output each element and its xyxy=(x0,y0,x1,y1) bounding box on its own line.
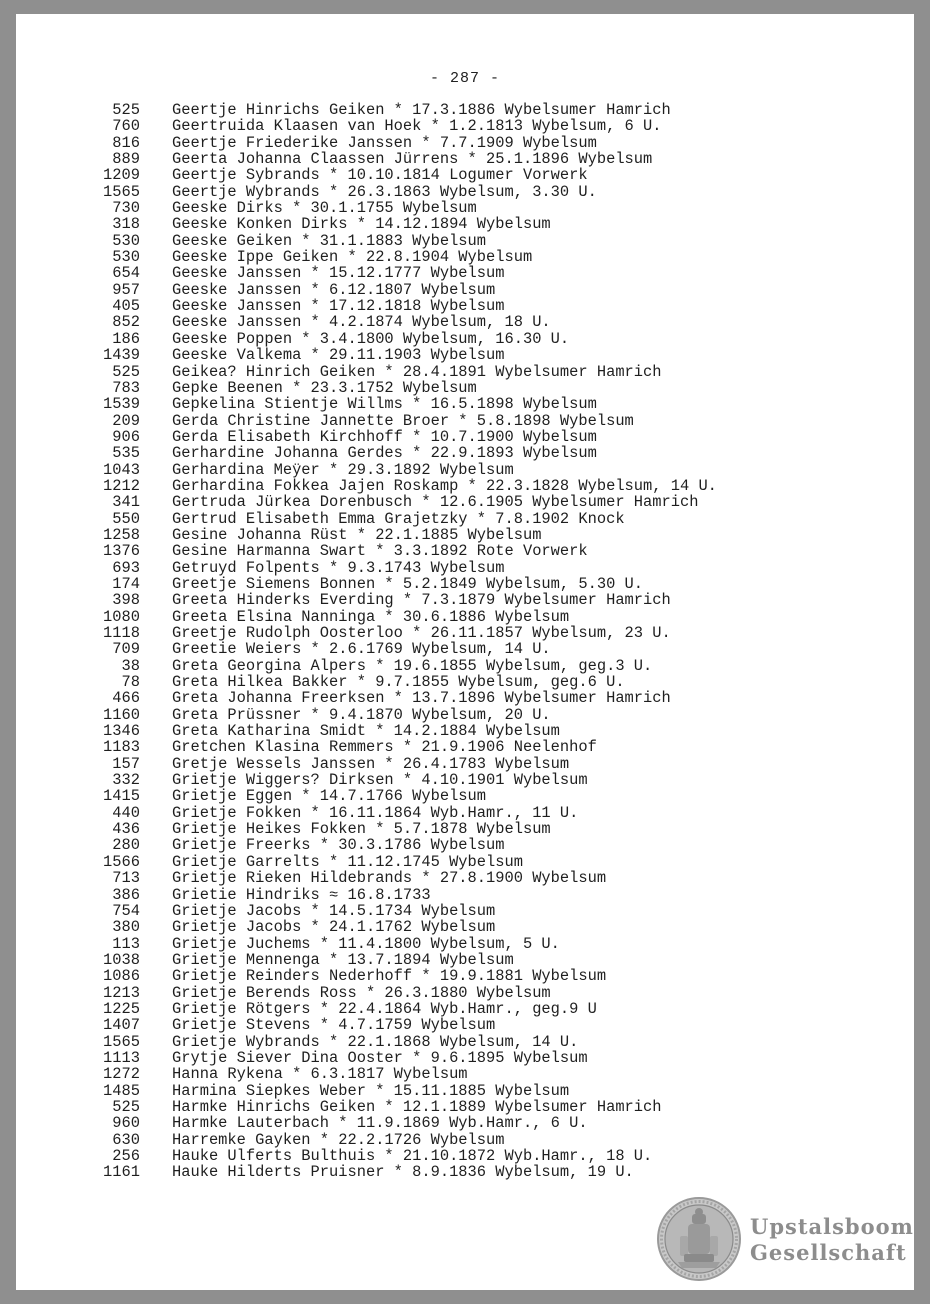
entry-text: Gesine Harmanna Swart * 3.3.1892 Rote Vorwerk xyxy=(172,542,588,561)
entry-text: Greetje Siemens Bonnen * 5.2.1849 Wybelsum, 5.30 U. xyxy=(172,574,644,593)
entry-row xyxy=(16,347,914,363)
entry-text: Grietje Stevens * 4.7.1759 Wybelsum xyxy=(172,1016,496,1035)
entry-number: 783 xyxy=(112,378,140,397)
entry-number: 713 xyxy=(112,869,140,888)
entry-row xyxy=(16,1132,914,1148)
entry-row xyxy=(16,216,914,232)
entry-text: Greetie Weiers * 2.6.1769 Wybelsum, 14 U. xyxy=(172,640,551,659)
entry-number: 332 xyxy=(112,771,140,790)
entry-number: 1038 xyxy=(103,950,140,969)
entry-text: Geertje Hinrichs Geiken * 17.3.1886 Wybelsumer Hamrich xyxy=(172,101,671,119)
entry-text: Grietje Eggen * 14.7.1766 Wybelsum xyxy=(172,787,487,806)
entry-number: 38 xyxy=(121,656,140,675)
logo-line-1: Upstalsboom xyxy=(750,1214,914,1239)
entry-row xyxy=(16,887,914,903)
entry-number: 525 xyxy=(112,362,140,381)
entry-text: Harremke Gayken * 22.2.1726 Wybelsum xyxy=(172,1130,505,1149)
entry-number: 78 xyxy=(121,673,140,692)
entry-text: Gesine Johanna Rüst * 22.1.1885 Wybelsum xyxy=(172,525,542,544)
entry-text: Harmke Lauterbach * 11.9.1869 Wyb.Hamr., 6 U. xyxy=(172,1114,588,1133)
entry-text: Gretje Wessels Janssen * 26.4.1783 Wybelsum xyxy=(172,754,570,773)
entry-number: 1183 xyxy=(103,738,140,757)
entry-row xyxy=(16,118,914,134)
entry-text: Greta Katharina Smidt * 14.2.1884 Wybelsum xyxy=(172,722,560,741)
entry-text: Grietje Wiggers? Dirksen * 4.10.1901 Wybelsum xyxy=(172,771,588,790)
entry-row xyxy=(16,592,914,608)
entry-text: Harmke Hinrichs Geiken * 12.1.1889 Wybelsumer Hamrich xyxy=(172,1097,662,1116)
entry-text: Gerhardine Johanna Gerdes * 22.9.1893 Wybelsum xyxy=(172,444,597,463)
entry-number: 550 xyxy=(112,509,140,528)
entry-text: Grietje Mennenga * 13.7.1894 Wybelsum xyxy=(172,950,514,969)
entry-row xyxy=(16,1099,914,1115)
entry-text: Geertruida Klaasen van Hoek * 1.2.1813 Wybelsum, 6 U. xyxy=(172,117,662,136)
entry-number: 1213 xyxy=(103,983,140,1002)
entry-text: Grietje Heikes Fokken * 5.7.1878 Wybelsum xyxy=(172,820,551,839)
entry-row xyxy=(16,1148,914,1164)
entry-text: Harmina Siepkes Weber * 15.11.1885 Wybelsum xyxy=(172,1081,570,1100)
entry-row xyxy=(16,821,914,837)
entry-row xyxy=(16,690,914,706)
entry-row xyxy=(16,462,914,478)
entry-row xyxy=(16,413,914,429)
entry-number: 1043 xyxy=(103,460,140,479)
entry-row xyxy=(16,985,914,1001)
entry-text: Grietje Freerks * 30.3.1786 Wybelsum xyxy=(172,836,505,855)
entry-number: 1485 xyxy=(103,1081,140,1100)
entry-number: 760 xyxy=(112,117,140,136)
entry-row xyxy=(16,739,914,755)
entry-number: 186 xyxy=(112,329,140,348)
entry-number: 436 xyxy=(112,820,140,839)
entry-number: 1086 xyxy=(103,967,140,986)
entry-text: Geeske Konken Dirks * 14.12.1894 Wybelsum xyxy=(172,215,551,234)
entry-number: 256 xyxy=(112,1147,140,1165)
entry-row xyxy=(16,151,914,167)
page-number: - 287 - xyxy=(429,70,500,87)
entry-text: Grytje Siever Dina Ooster * 9.6.1895 Wybelsum xyxy=(172,1048,588,1067)
entry-number: 1415 xyxy=(103,787,140,806)
entry-number: 1565 xyxy=(103,1032,140,1051)
entry-text: Greta Johanna Freerksen * 13.7.1896 Wybelsumer Hamrich xyxy=(172,689,671,708)
entry-row xyxy=(16,560,914,576)
entry-row xyxy=(16,805,914,821)
entry-text: Grietje Juchems * 11.4.1800 Wybelsum, 5 U. xyxy=(172,934,560,953)
entry-number: 754 xyxy=(112,901,140,920)
entry-number: 1539 xyxy=(103,395,140,414)
entry-row xyxy=(16,870,914,886)
entry-row xyxy=(16,282,914,298)
entry-row xyxy=(16,184,914,200)
entry-row xyxy=(16,1083,914,1099)
entry-text: Grietje Garrelts * 11.12.1745 Wybelsum xyxy=(172,852,523,871)
entry-text: Grietje Berends Ross * 26.3.1880 Wybelsum xyxy=(172,983,551,1002)
entry-text: Geeske Janssen * 17.12.1818 Wybelsum xyxy=(172,297,505,316)
logo-line-2: Gesellschaft xyxy=(750,1240,907,1265)
entry-text: Grietje Fokken * 16.11.1864 Wyb.Hamr., 11 U. xyxy=(172,803,579,822)
entry-text: Grietje Jacobs * 14.5.1734 Wybelsum xyxy=(172,901,496,920)
entry-row xyxy=(16,445,914,461)
entry-number: 730 xyxy=(112,199,140,218)
entry-row xyxy=(16,772,914,788)
entry-number: 1160 xyxy=(103,705,140,724)
entry-number: 535 xyxy=(112,444,140,463)
entry-row xyxy=(16,609,914,625)
entry-number: 1118 xyxy=(103,624,140,642)
entry-row xyxy=(16,576,914,592)
entry-number: 525 xyxy=(112,101,140,119)
entry-number: 1272 xyxy=(103,1065,140,1084)
entry-text: Greeta Hinderks Everding * 7.3.1879 Wybelsumer Hamrich xyxy=(172,591,671,610)
entry-number: 466 xyxy=(112,689,140,708)
entry-number: 380 xyxy=(112,918,140,937)
entry-text: Gerda Christine Jannette Broer * 5.8.1898 Wybelsum xyxy=(172,411,634,430)
entry-text: Geeske Janssen * 6.12.1807 Wybelsum xyxy=(172,280,496,299)
entry-number: 1212 xyxy=(103,476,140,495)
entry-number: 341 xyxy=(112,493,140,512)
entry-row xyxy=(16,527,914,543)
entry-row xyxy=(16,1164,914,1180)
entry-row xyxy=(16,429,914,445)
entry-row xyxy=(16,723,914,739)
entry-row xyxy=(16,380,914,396)
entry-row xyxy=(16,364,914,380)
entry-number: 1225 xyxy=(103,999,140,1018)
entry-text: Geertje Wybrands * 26.3.1863 Wybelsum, 3.30 U. xyxy=(172,182,597,201)
entry-number: 852 xyxy=(112,313,140,332)
entry-number: 1407 xyxy=(103,1016,140,1035)
entry-row xyxy=(16,1050,914,1066)
entry-number: 525 xyxy=(112,1097,140,1116)
entry-number: 816 xyxy=(112,133,140,152)
entry-number: 906 xyxy=(112,427,140,446)
entry-text: Geeske Ippe Geiken * 22.8.1904 Wybelsum xyxy=(172,248,533,267)
entry-text: Gertrud Elisabeth Emma Grajetzky * 7.8.1902 Knock xyxy=(172,509,625,528)
entry-number: 654 xyxy=(112,264,140,283)
entry-number: 405 xyxy=(112,297,140,316)
entry-text: Grietje Rötgers * 22.4.1864 Wyb.Hamr., geg.9 U xyxy=(172,999,597,1018)
entry-number: 1566 xyxy=(103,852,140,871)
entry-text: Gepke Beenen * 23.3.1752 Wybelsum xyxy=(172,378,477,397)
entry-row xyxy=(16,903,914,919)
entry-text: Geeske Janssen * 4.2.1874 Wybelsum, 18 U. xyxy=(172,313,551,332)
entry-number: 174 xyxy=(112,574,140,593)
entry-number: 1346 xyxy=(103,722,140,741)
entry-text: Greetje Rudolph Oosterloo * 26.11.1857 Wybelsum, 23 U. xyxy=(172,624,671,642)
entry-row xyxy=(16,1115,914,1131)
entry-text: Grietje Jacobs * 24.1.1762 Wybelsum xyxy=(172,918,496,937)
entry-row xyxy=(16,1017,914,1033)
entry-number: 530 xyxy=(112,231,140,250)
entry-number: 1376 xyxy=(103,542,140,561)
entry-number: 957 xyxy=(112,280,140,299)
entry-row xyxy=(16,641,914,657)
entry-text: Geeske Geiken * 31.1.1883 Wybelsum xyxy=(172,231,487,250)
entry-row xyxy=(16,936,914,952)
entry-text: Geerta Johanna Claassen Jürrens * 25.1.1896 Wybelsum xyxy=(172,150,653,169)
entry-row xyxy=(16,494,914,510)
entry-number: 1258 xyxy=(103,525,140,544)
entry-text: Geeske Janssen * 15.12.1777 Wybelsum xyxy=(172,264,505,283)
entry-row xyxy=(16,298,914,314)
entry-number: 709 xyxy=(112,640,140,659)
entry-text: Geertje Sybrands * 10.10.1814 Logumer Vorwerk xyxy=(172,166,588,185)
entry-row xyxy=(16,658,914,674)
entry-text: Hauke Ulferts Bulthuis * 21.10.1872 Wyb.Hamr., 18 U. xyxy=(172,1147,653,1165)
entry-number: 693 xyxy=(112,558,140,577)
entry-number: 1080 xyxy=(103,607,140,626)
entry-row xyxy=(16,396,914,412)
entry-row xyxy=(16,233,914,249)
entry-number: 530 xyxy=(112,248,140,267)
entry-row xyxy=(16,102,914,118)
entry-number: 960 xyxy=(112,1114,140,1133)
entry-text: Grietje Rieken Hildebrands * 27.8.1900 Wybelsum xyxy=(172,869,607,888)
entry-number: 440 xyxy=(112,803,140,822)
entry-row xyxy=(16,625,914,641)
entry-text: Gerhardina Meÿer * 29.3.1892 Wybelsum xyxy=(172,460,514,479)
entry-text: Greta Georgina Alpers * 19.6.1855 Wybelsum, geg.3 U. xyxy=(172,656,653,675)
entry-row xyxy=(16,854,914,870)
entry-row xyxy=(16,707,914,723)
entry-row xyxy=(16,135,914,151)
entry-row xyxy=(16,331,914,347)
entry-number: 1113 xyxy=(103,1048,140,1067)
entry-row xyxy=(16,249,914,265)
entry-text: Getruyd Folpents * 9.3.1743 Wybelsum xyxy=(172,558,505,577)
entry-row xyxy=(16,1066,914,1082)
entry-row xyxy=(16,265,914,281)
entry-row xyxy=(16,1034,914,1050)
entry-number: 113 xyxy=(112,934,140,953)
entry-text: Greta Prüssner * 9.4.1870 Wybelsum, 20 U. xyxy=(172,705,551,724)
entry-row xyxy=(16,837,914,853)
entry-row xyxy=(16,968,914,984)
entry-row xyxy=(16,511,914,527)
seal-icon xyxy=(656,1196,742,1282)
entry-text: Grietie Hindriks ≈ 16.8.1733 xyxy=(172,885,431,904)
entry-row xyxy=(16,200,914,216)
entry-number: 1161 xyxy=(103,1163,140,1182)
entry-row xyxy=(16,478,914,494)
entry-number: 889 xyxy=(112,150,140,169)
entry-number: 318 xyxy=(112,215,140,234)
entry-row xyxy=(16,788,914,804)
entry-text: Gretchen Klasina Remmers * 21.9.1906 Neelenhof xyxy=(172,738,597,757)
entry-number: 209 xyxy=(112,411,140,430)
entry-text: Geeske Valkema * 29.11.1903 Wybelsum xyxy=(172,346,505,365)
entry-number: 398 xyxy=(112,591,140,610)
entry-number: 157 xyxy=(112,754,140,773)
entry-number: 1439 xyxy=(103,346,140,365)
entry-text: Geikea? Hinrich Geiken * 28.4.1891 Wybelsumer Hamrich xyxy=(172,362,662,381)
entry-row xyxy=(16,1001,914,1017)
entry-row xyxy=(16,674,914,690)
document-page xyxy=(16,14,914,1290)
society-logo xyxy=(656,1196,914,1286)
entry-text: Hauke Hilderts Pruisner * 8.9.1836 Wybelsum, 19 U. xyxy=(172,1163,634,1182)
entry-text: Greta Hilkea Bakker * 9.7.1855 Wybelsum, geg.6 U. xyxy=(172,673,625,692)
entry-text: Gertruda Jürkea Dorenbusch * 12.6.1905 Wybelsumer Hamrich xyxy=(172,493,699,512)
entry-row xyxy=(16,314,914,330)
entry-number: 280 xyxy=(112,836,140,855)
entry-row xyxy=(16,543,914,559)
entry-row xyxy=(16,952,914,968)
entry-text: Grietje Reinders Nederhoff * 19.9.1881 Wybelsum xyxy=(172,967,607,986)
entry-row xyxy=(16,756,914,772)
entry-text: Geeske Dirks * 30.1.1755 Wybelsum xyxy=(172,199,477,218)
entry-row xyxy=(16,167,914,183)
entry-text: Hanna Rykena * 6.3.1817 Wybelsum xyxy=(172,1065,468,1084)
entry-number: 1565 xyxy=(103,182,140,201)
entry-text: Gerda Elisabeth Kirchhoff * 10.7.1900 Wybelsum xyxy=(172,427,597,446)
entry-text: Geeske Poppen * 3.4.1800 Wybelsum, 16.30 U. xyxy=(172,329,570,348)
entry-number: 386 xyxy=(112,885,140,904)
entry-row xyxy=(16,919,914,935)
entry-text: Geertje Friederike Janssen * 7.7.1909 Wybelsum xyxy=(172,133,597,152)
entry-text: Gepkelina Stientje Willms * 16.5.1898 Wybelsum xyxy=(172,395,597,414)
entry-text: Gerhardina Fokkea Jajen Roskamp * 22.3.1828 Wybelsum, 14 U. xyxy=(172,476,717,495)
entry-list xyxy=(16,102,914,1181)
entry-text: Greeta Elsina Nanninga * 30.6.1886 Wybelsum xyxy=(172,607,570,626)
entry-number: 630 xyxy=(112,1130,140,1149)
entry-text: Grietje Wybrands * 22.1.1868 Wybelsum, 14 U. xyxy=(172,1032,579,1051)
entry-number: 1209 xyxy=(103,166,140,185)
